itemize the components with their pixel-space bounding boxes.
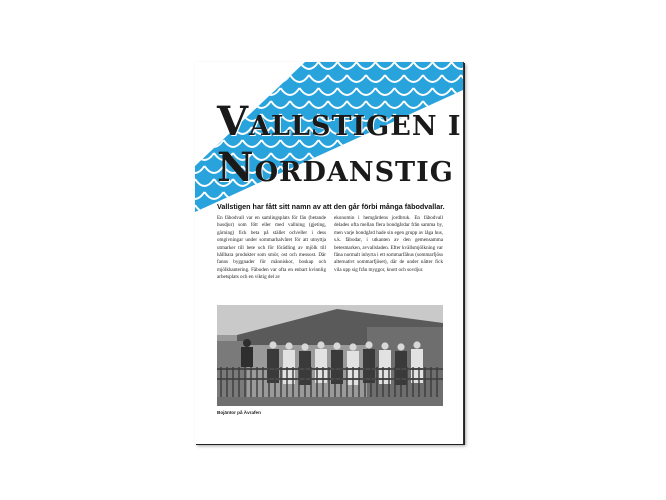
scale-mark <box>195 114 205 121</box>
lead-paragraph: Vallstigen har fått sitt namn av att den går förbi många fäbodvallar. <box>217 202 445 211</box>
scale-mark <box>338 192 357 199</box>
column-2-text: ekonomin i hemgårdens jordbruk. En fäbodvall delades ofta mellan flera bondgårdar från samma by, men varje bondgård hade sin egen grupp av låga hus, s.k. fäbodar, i utkanten av den gemensamma betesmarken, avvallsladen. Efter kvällsmjölkning var fåna normalt inhyrta i ett sommarfähus (sommarfjöss alternativt sommarfjöset), där de under nätter fick vila upp sig från myggor, knott och sovdjur. <box>334 215 443 273</box>
title-line-1 <box>217 98 462 145</box>
scale-mark <box>214 75 233 82</box>
scale-mark <box>414 192 433 199</box>
scale-mark <box>461 153 463 160</box>
scale-mark <box>243 62 262 69</box>
scale-mark <box>252 75 271 82</box>
title-line-2-text: ORDANSTIG <box>254 157 454 188</box>
document-page <box>195 62 464 444</box>
title-line-1-initial: V <box>217 98 250 145</box>
scale-mark <box>376 192 395 199</box>
body-column-1 <box>217 215 326 282</box>
title-line-2-initial: N <box>217 144 255 191</box>
scale-mark <box>195 62 205 69</box>
scale-mark <box>243 192 262 199</box>
historical-group-photo <box>217 305 443 406</box>
title-line-1-text: ALLSTIGEN I <box>249 111 462 142</box>
scale-mark <box>461 205 463 212</box>
scale-mark <box>452 192 464 199</box>
scale-mark <box>300 192 319 199</box>
photo-caption: Bojäntor på Ävrafen <box>217 410 261 415</box>
scale-mark <box>281 192 300 199</box>
column-1-text: En fäbodvall var en samlingsplats för fän (betande husdjur) som fött eller med vallning (gjeting, gärning) fick beta på stället och/eller i dess omgivningar under sommarhalvåret för att utnyttja utmarker till bete och för förädling av mjölk till hållbara produkter som smör, ost och messost. Där fanns byggnader för människor, boskap och mjölkhantering. Fäboden var ofta en enbart kvinnlig arbetsplats och en viktig del av <box>217 215 326 281</box>
scale-mark <box>195 101 214 108</box>
scale-mark <box>319 192 338 199</box>
scale-mark <box>195 127 214 134</box>
scale-mark <box>195 75 214 82</box>
scale-mark <box>205 88 224 95</box>
body-column-2 <box>334 215 443 282</box>
scale-mark <box>357 192 376 199</box>
body-columns <box>217 215 443 282</box>
scale-mark <box>262 192 281 199</box>
scale-mark <box>243 88 262 95</box>
scale-mark <box>433 192 452 199</box>
scale-mark <box>461 179 463 186</box>
scale-mark <box>233 75 252 82</box>
scale-mark <box>195 140 205 147</box>
scale-mark <box>395 192 414 199</box>
scale-mark <box>224 62 243 69</box>
scale-mark <box>281 62 300 69</box>
title-line-2 <box>217 144 454 191</box>
scale-mark <box>195 88 205 95</box>
scale-mark <box>262 62 281 69</box>
scale-mark <box>205 62 224 69</box>
scale-mark <box>224 88 243 95</box>
